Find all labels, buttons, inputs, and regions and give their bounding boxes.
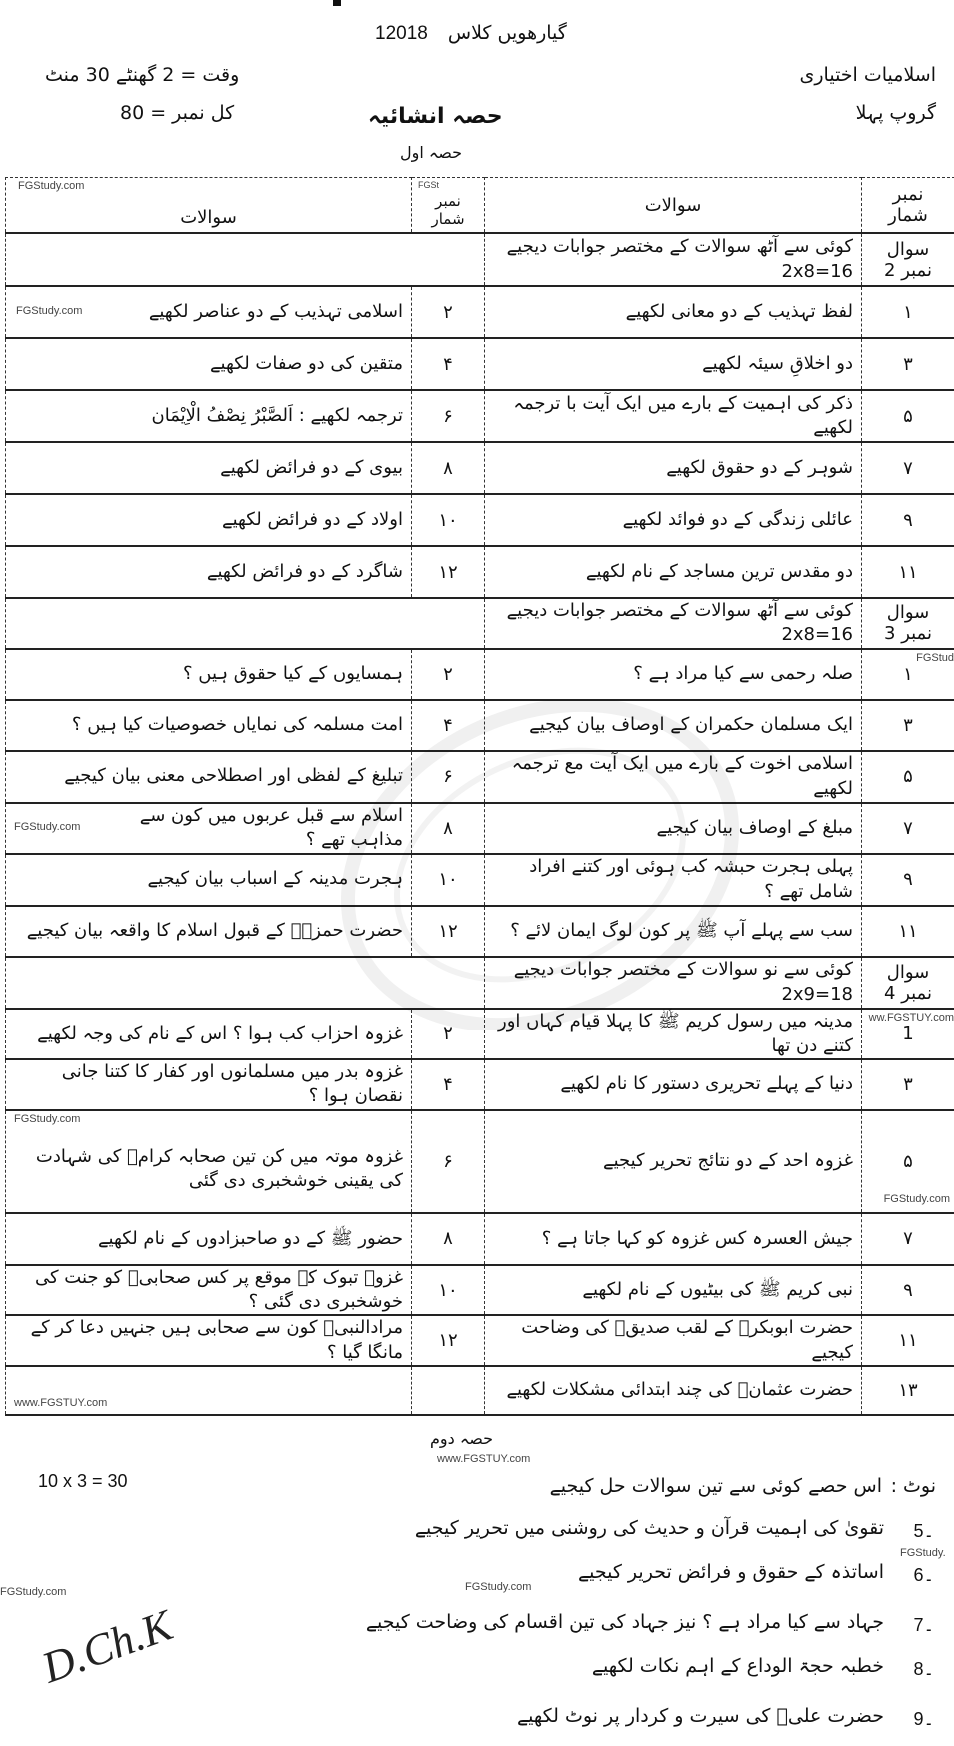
right-question-number-text: ۱۳ bbox=[898, 1380, 917, 1401]
left-question-number bbox=[412, 390, 485, 442]
right-question-number bbox=[862, 649, 954, 700]
left-number-header-label: نمبر شمار bbox=[431, 192, 464, 228]
right-question-number-text: ۳ bbox=[903, 354, 913, 375]
left-question-number bbox=[412, 442, 485, 494]
class-title bbox=[375, 22, 567, 45]
watermark-text: FGStudy.com bbox=[884, 1193, 950, 1206]
right-question-text: نبی کریم ﷺ کی بیٹیوں کے نام لکھیے bbox=[582, 1279, 853, 1300]
right-question bbox=[485, 1366, 862, 1415]
right-question-number-text: ۱ bbox=[903, 302, 913, 323]
right-question-text: صلہ رحمی سے کیا مراد ہے ؟ bbox=[633, 663, 853, 684]
table-row bbox=[6, 1315, 954, 1366]
long-question: اساتذہ کے حقوق و فرائض تحریر کیجیے bbox=[578, 1561, 884, 1583]
left-questions-header bbox=[6, 178, 412, 234]
left-question-number-text: ۲ bbox=[443, 1023, 453, 1044]
left-question-number bbox=[412, 338, 485, 390]
left-question-number bbox=[412, 803, 485, 854]
left-question-number bbox=[412, 1059, 485, 1110]
right-question-number bbox=[862, 1366, 954, 1415]
long-question: حضرت علیؓ کی سیرت و کردار پر نوٹ لکھیے bbox=[517, 1705, 884, 1727]
right-question-text: پہلی ہجرت حبشہ کب ہوئی اور کتنے افراد شامل تھے ؟ bbox=[529, 856, 853, 901]
group-instruction: کوئی سے آٹھ سوالات کے مختصر جوابات دیجیے 2x8=16 bbox=[485, 598, 862, 649]
right-question bbox=[485, 286, 862, 338]
left-question bbox=[6, 1059, 412, 1110]
right-question-text: غزوہ احد کے دو نتائج تحریر کیجیے bbox=[603, 1150, 853, 1171]
left-question-text: غزوہ احزاب کب ہوا ؟ اس کے نام کی وجہ لکھیے bbox=[37, 1023, 403, 1044]
right-question-number-text: ۳ bbox=[903, 715, 913, 736]
right-question-text: دنیا کے پہلے تحریری دستور کا نام لکھیے bbox=[560, 1073, 853, 1094]
left-question bbox=[6, 546, 412, 598]
long-question-number: 5۔ bbox=[913, 1521, 934, 1542]
table-row bbox=[6, 1110, 954, 1213]
left-question-number bbox=[412, 854, 485, 906]
scan-mark bbox=[333, 0, 341, 6]
watermark-text: www.FGSTUY.com bbox=[437, 1453, 530, 1466]
left-question-number-text: ۶ bbox=[443, 406, 453, 427]
right-question bbox=[485, 700, 862, 751]
question-group-header bbox=[6, 233, 954, 286]
right-question-number bbox=[862, 803, 954, 854]
note-label: نوٹ : bbox=[891, 1475, 936, 1497]
right-question-text: دو مقدس ترین مساجد کے نام لکھیے bbox=[586, 561, 853, 582]
right-question bbox=[485, 390, 862, 442]
left-question bbox=[6, 906, 412, 957]
watermark-text: FGStudy.com bbox=[16, 305, 82, 318]
right-question bbox=[485, 906, 862, 957]
right-question bbox=[485, 442, 862, 494]
group-label: سوال نمبر 3 bbox=[862, 598, 954, 649]
left-question-number bbox=[412, 1110, 485, 1213]
empty-cell bbox=[6, 598, 485, 649]
watermark-text: FGStud bbox=[916, 652, 954, 665]
right-question-number bbox=[862, 1315, 954, 1366]
long-question-number: 7۔ bbox=[913, 1615, 934, 1636]
left-question bbox=[6, 1009, 412, 1060]
table-row bbox=[6, 906, 954, 957]
table-row bbox=[6, 338, 954, 390]
left-question-number bbox=[412, 906, 485, 957]
table-row bbox=[6, 700, 954, 751]
paper-header bbox=[0, 0, 954, 177]
left-question bbox=[6, 751, 412, 803]
left-question-number-text: ۴ bbox=[443, 715, 453, 736]
left-question-text: اسلامی تہذیب کے دو عناصر لکھیے bbox=[149, 301, 403, 322]
long-question-number: 9۔ bbox=[913, 1709, 934, 1730]
group-instruction: کوئی سے آٹھ سوالات کے مختصر جوابات دیجیے 2x8=16 bbox=[485, 233, 862, 286]
right-question bbox=[485, 494, 862, 546]
right-question-number bbox=[862, 1265, 954, 1316]
empty-cell bbox=[6, 233, 485, 286]
right-question bbox=[485, 1213, 862, 1265]
right-question-number bbox=[862, 700, 954, 751]
left-question-number bbox=[412, 494, 485, 546]
right-question-number-text: ۵ bbox=[903, 1151, 913, 1172]
left-question-number-text: ۶ bbox=[443, 766, 453, 787]
watermark-text: FGSt bbox=[418, 179, 439, 192]
left-question-text: اولاد کے دو فرائض لکھیے bbox=[222, 509, 403, 530]
right-question-number bbox=[862, 442, 954, 494]
right-question-number bbox=[862, 906, 954, 957]
table-row bbox=[6, 649, 954, 700]
left-question bbox=[6, 1315, 412, 1366]
right-question-number-text: ۹ bbox=[903, 510, 913, 531]
left-question bbox=[6, 390, 412, 442]
subject-name: اسلامیات اختیاری bbox=[800, 64, 937, 86]
left-question-number bbox=[412, 700, 485, 751]
left-question bbox=[6, 1265, 412, 1316]
left-question-number bbox=[412, 546, 485, 598]
right-question-text: لفظ تہذیب کے دو معانی لکھیے bbox=[626, 301, 853, 322]
right-question-number-text: ۷ bbox=[903, 458, 913, 479]
question-group-header bbox=[6, 957, 954, 1009]
left-question bbox=[6, 1110, 412, 1213]
right-question-number-text: ۱ bbox=[903, 664, 913, 685]
right-question bbox=[485, 854, 862, 906]
note-text: اس حصے کوئی سے تین سوالات حل کیجیے bbox=[550, 1475, 882, 1497]
left-question-text: تبلیغ کے لفظی اور اصطلاحی معنی بیان کیجیے bbox=[64, 765, 403, 786]
left-question-number bbox=[412, 751, 485, 803]
left-question-text: ہجرت مدینہ کے اسباب بیان کیجیے bbox=[147, 868, 403, 889]
long-question-number: 6۔ bbox=[913, 1565, 934, 1586]
right-question-number bbox=[862, 1009, 954, 1060]
left-question-number-text: ۴ bbox=[443, 1074, 453, 1095]
left-question bbox=[6, 1213, 412, 1265]
left-number-header bbox=[412, 178, 485, 234]
right-question bbox=[485, 1315, 862, 1366]
left-question-number-text: ۸ bbox=[443, 1228, 453, 1249]
table-header-row bbox=[6, 178, 954, 234]
left-question bbox=[6, 338, 412, 390]
group-instruction: کوئی سے نو سوالات کے مختصر جوابات دیجیے 2x9=18 bbox=[485, 957, 862, 1009]
left-question-text: مرادالنبیؐ کون سے صحابی ہیں جنہیں دعا کر کے مانگا گیا ؟ bbox=[31, 1317, 403, 1362]
right-question-number-text: ۷ bbox=[903, 818, 913, 839]
watermark-text: FGStudy. bbox=[900, 1547, 946, 1560]
right-question-text: مبلغ کے اوصاف بیان کیجیے bbox=[657, 817, 853, 838]
right-question-number bbox=[862, 546, 954, 598]
left-question-text: شاگرد کے دو فرائض لکھیے bbox=[207, 561, 403, 582]
watermark-text: ww.FGSTUY.com bbox=[869, 1012, 954, 1025]
right-question-number bbox=[862, 1213, 954, 1265]
left-question-number-text: ۱۰ bbox=[438, 1280, 457, 1301]
left-question-number bbox=[412, 649, 485, 700]
empty-cell bbox=[6, 957, 485, 1009]
right-question-number-text: ۷ bbox=[903, 1228, 913, 1249]
handwritten-signature: D.Ch.K bbox=[35, 1600, 179, 1694]
left-question-text: حضور ﷺ کے دو صاحبزادوں کے نام لکھیے bbox=[98, 1228, 403, 1249]
right-number-header: نمبر شمار bbox=[862, 178, 954, 234]
left-question-text: متقین کی دو صفات لکھیے bbox=[210, 353, 403, 374]
right-question-number-text: ۱۱ bbox=[898, 1330, 917, 1351]
watermark-text: FGStudy.com bbox=[0, 1586, 66, 1599]
right-question-text: اسلامی اخوت کے بارے میں ایک آیت مع ترجمہ لکھیے bbox=[512, 753, 853, 798]
right-question-number-text: 1 bbox=[902, 1023, 913, 1044]
total-marks: کل نمبر = 80 bbox=[120, 102, 234, 124]
left-question-number-text: ۸ bbox=[443, 818, 453, 839]
left-question-number bbox=[412, 1315, 485, 1366]
left-question-number-text: ۶ bbox=[443, 1151, 453, 1172]
left-question bbox=[6, 854, 412, 906]
left-question-text: ترجمہ لکھیے : اَلصَّبْرُ نِصْفُ الْاِیْمَان bbox=[152, 405, 404, 426]
right-question-text: ایک مسلمان حکمران کے اوصاف بیان کیجیے bbox=[529, 714, 853, 735]
left-question-number-text: ۱۰ bbox=[438, 869, 457, 890]
left-question-number bbox=[412, 1265, 485, 1316]
table-row bbox=[6, 442, 954, 494]
table-row bbox=[6, 1059, 954, 1110]
left-question-text: حضرت حمزہؓ کے قبول اسلام کا واقعہ بیان کیجیے bbox=[27, 920, 403, 941]
right-question bbox=[485, 1265, 862, 1316]
right-question-number-text: ۱۱ bbox=[898, 562, 917, 583]
question-group-header bbox=[6, 598, 954, 649]
right-question-number bbox=[862, 751, 954, 803]
class-label: گیارھویں کلاس bbox=[448, 22, 567, 44]
right-question-number-text: ۹ bbox=[903, 1280, 913, 1301]
watermark-text: FGStudy.com bbox=[465, 1581, 531, 1594]
right-question-text: شوہر کے دو حقوق لکھیے bbox=[666, 457, 853, 478]
right-question bbox=[485, 546, 862, 598]
group-label: سوال نمبر 4 bbox=[862, 957, 954, 1009]
left-question-number-text: ۱۲ bbox=[438, 562, 457, 583]
right-question-number-text: ۳ bbox=[903, 1074, 913, 1095]
table-row bbox=[6, 854, 954, 906]
left-question-text: غزوہ تبوک کے موقع پر کس صحابیؓ کو جنت کی خوشخبری دی گئی ؟ bbox=[35, 1267, 403, 1312]
right-question bbox=[485, 649, 862, 700]
left-question-number-text: ۸ bbox=[443, 458, 453, 479]
right-question bbox=[485, 1009, 862, 1060]
left-question-number-text: ۱۲ bbox=[438, 1330, 457, 1351]
left-question bbox=[6, 442, 412, 494]
right-question-number-text: ۹ bbox=[903, 869, 913, 890]
left-question bbox=[6, 649, 412, 700]
table-row bbox=[6, 1265, 954, 1316]
right-question bbox=[485, 338, 862, 390]
watermark-text: www.FGSTUY.com bbox=[14, 1397, 107, 1410]
right-question-number bbox=[862, 494, 954, 546]
part-two bbox=[0, 1416, 954, 1746]
table-row bbox=[6, 494, 954, 546]
left-question bbox=[6, 700, 412, 751]
right-question-number bbox=[862, 390, 954, 442]
left-question bbox=[6, 803, 412, 854]
long-question-number: 8۔ bbox=[913, 1659, 934, 1680]
left-question-number-text: ۴ bbox=[443, 354, 453, 375]
right-question-text: ذکر کی اہمیت کے بارے میں ایک آیت با ترجمہ لکھیے bbox=[513, 393, 853, 438]
left-question-text: غزوہ موتہ میں کن تین صحابہ کرامؓ کی شہادت کی یقینی خوشخبری دی گئی bbox=[36, 1146, 403, 1191]
left-question-text: اسلام سے قبل عربوں میں کون سے مذاہب تھے ؟ bbox=[140, 805, 403, 850]
left-question-text: ہمسایوں کے کیا حقوق ہیں ؟ bbox=[183, 663, 403, 684]
right-question bbox=[485, 803, 862, 854]
left-question-number-text: ۱۰ bbox=[438, 510, 457, 531]
left-question-text: غزوہ بدر میں مسلمانوں اور کفار کا کتنا جانی نقصان ہوا ؟ bbox=[62, 1061, 403, 1106]
right-questions-header: سوالات bbox=[485, 178, 862, 234]
long-question: تقویٰ کی اہمیت قرآن و حدیث کی روشنی میں تحریر کیجیے bbox=[415, 1517, 884, 1539]
part-one-label: حصہ اول bbox=[400, 143, 462, 162]
left-question-number-text: ۲ bbox=[443, 302, 453, 323]
table-row bbox=[6, 1009, 954, 1060]
table-row bbox=[6, 1366, 954, 1415]
left-question-number bbox=[412, 1009, 485, 1060]
right-question bbox=[485, 1059, 862, 1110]
group-label: سوال نمبر 2 bbox=[862, 233, 954, 286]
left-question bbox=[6, 286, 412, 338]
table-row bbox=[6, 751, 954, 803]
time-allowed: وقت = 2 گھنٹے 30 منٹ bbox=[45, 64, 239, 86]
table-row bbox=[6, 390, 954, 442]
table-row bbox=[6, 803, 954, 854]
right-question-text: مدینہ میں رسول کریم ﷺ کا پہلا قیام کہاں اور کتنے دن تھا bbox=[498, 1011, 853, 1056]
right-question-text: حضرت ابوبکرؓ کے لقب صدیقؓ کی وضاحت کیجیے bbox=[521, 1317, 853, 1362]
right-question-text: دو اخلاقِ سیئہ لکھیے bbox=[702, 353, 853, 374]
watermark-text: FGStudy.com bbox=[18, 180, 84, 193]
questions-table bbox=[5, 177, 954, 1416]
right-question-text: عائلی زندگی کے دو فوائد لکھیے bbox=[623, 509, 853, 530]
group-label: گروپ پہلا bbox=[856, 102, 936, 124]
right-question-number bbox=[862, 854, 954, 906]
left-question-number-text: ۲ bbox=[443, 664, 453, 685]
left-question-number-text: ۱۲ bbox=[438, 921, 457, 942]
right-question-number-text: ۵ bbox=[903, 766, 913, 787]
right-question-number-text: ۱۱ bbox=[898, 921, 917, 942]
left-question bbox=[6, 494, 412, 546]
part-two-title: حصہ دوم bbox=[430, 1429, 493, 1448]
right-question-text: سب سے پہلے آپ ﷺ پر کون لوگ ایمان لائے ؟ bbox=[510, 920, 853, 941]
table-row bbox=[6, 286, 954, 338]
part-two-marks: 10 x 3 = 30 bbox=[38, 1471, 128, 1492]
watermark-text: FGStudy.com bbox=[14, 1113, 80, 1126]
right-question-text: حضرت عثمانؓ کی چند ابتدائی مشکلات لکھیے bbox=[506, 1379, 853, 1400]
right-question bbox=[485, 751, 862, 803]
table-row bbox=[6, 1213, 954, 1265]
right-question-number-text: ۵ bbox=[903, 406, 913, 427]
right-question-number bbox=[862, 1059, 954, 1110]
right-question bbox=[485, 1110, 862, 1213]
left-question-number bbox=[412, 1366, 485, 1415]
left-question-text: بیوی کے دو فرائض لکھیے bbox=[220, 457, 403, 478]
left-questions-header-label: سوالات bbox=[180, 207, 237, 228]
left-question-number bbox=[412, 1213, 485, 1265]
right-question-number bbox=[862, 1110, 954, 1213]
right-question-number bbox=[862, 286, 954, 338]
left-question-text: امت مسلمہ کی نمایاں خصوصیات کیا ہیں ؟ bbox=[72, 714, 403, 735]
section-title: حصہ انشائیہ bbox=[368, 104, 503, 129]
right-question-number bbox=[862, 338, 954, 390]
right-question-text: جیش العسرہ کس غزوہ کو کہا جاتا ہے ؟ bbox=[542, 1228, 853, 1249]
long-question: جہاد سے کیا مراد ہے ؟ نیز جہاد کی تین اقسام کی وضاحت کیجیے bbox=[366, 1611, 884, 1633]
left-question bbox=[6, 1366, 412, 1415]
paper-code: 12018 bbox=[375, 23, 428, 44]
watermark-text: FGStudy.com bbox=[14, 821, 80, 834]
left-question-number bbox=[412, 286, 485, 338]
table-row bbox=[6, 546, 954, 598]
long-question: خطبہ حجۃ الوداع کے اہم نکات لکھیے bbox=[592, 1655, 884, 1677]
